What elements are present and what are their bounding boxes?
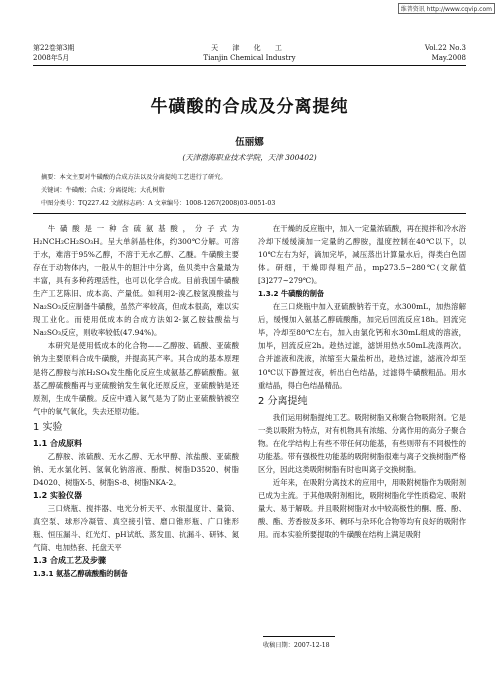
taurine-preparation-paragraph: 在三口烧瓶中加入亚硫酸钠若干克，水300mL，加热溶解后，缓慢加入氨基乙醇硫酸酯，加完后回流反应18h。回流完毕，冷却至80℃左右，加入由氯化钙和水30mL组成的溶液，加毕，回流反应2h。趁热过滤，滤饼用热水50mL洗涤两次。合并滤液和洗液，浓缩至大量盐析出，趁热过滤，滤液冷却至10℃以下静置过夜，析出白色结晶，过滤得牛磺酸粗品。用水重结晶，得白色结晶精品。 — [258, 302, 466, 390]
keywords: 关键词：牛磺酸；合成；分离提纯；大孔树脂 — [41, 187, 165, 194]
publication-date: 2008年5月 — [33, 54, 70, 62]
subsubsection-heading-ester: 1.3.1 氨基乙醇硫酸酯的制备 — [33, 569, 128, 579]
subsection-heading-instruments: 1.2 实验仪器 — [33, 490, 82, 500]
author-name: 伍丽娜 — [235, 137, 264, 148]
volume-issue: 第22卷第3期 — [33, 44, 75, 52]
journal-name-cn: 天 津 化 工 — [211, 44, 288, 52]
author-affiliation: (天津渤海职业技术学院，天津 300402) — [182, 153, 317, 162]
right-column — [258, 222, 466, 541]
left-column — [33, 222, 239, 580]
volume-issue-en: Vol.22 No.3 — [424, 44, 466, 52]
subsubsection-heading-taurine: 1.3.2 牛磺酸的制备 — [258, 289, 325, 299]
ester-preparation-paragraph: 在干燥的反应瓶中，加入一定量浓硫酸，再在搅拌和冷水浴冷却下缓缓滴加一定量的乙醇胺，温度控制在40℃以下，以10℃左右为好，滴加完毕，减压蒸出计算量水后，得类白色固体。研细，干燥即得粗产品，mp273.5~280℃(文献值[3]277~279℃)。 — [258, 224, 466, 286]
section-heading-purification: 2 分离提纯 — [258, 395, 308, 407]
abstract: 摘要：本文主要对牛磺酸的合成方法以及分离提纯工艺进行了研究。 — [41, 174, 227, 181]
watermark: 维普资讯 http://www.cqvip.com — [398, 3, 495, 14]
received-date-footnote: 收稿日期：2007-12-18 — [263, 642, 330, 649]
classification-numbers: 中图分类号：TQ227.42 文献标志码：A 文章编号：1008-1267(2008)03-0051-03 — [41, 200, 276, 207]
paper-title: 牛磺酸的合成及分离提纯 — [150, 97, 349, 117]
header-rule — [33, 65, 466, 66]
instruments-paragraph: 三口烧瓶、搅拌器、电光分析天平、水银温度计、量筒、真空泵、球形冷凝管、真空接引管、磨口锥形瓶、广口锥形瓶、恒压漏斗、红光灯、pH试纸、蒸发皿、抗漏斗、研钵、氮气筒、电加热套、托盘天平 — [33, 503, 239, 553]
section-heading-experiment: 1 实验 — [33, 421, 63, 433]
intro-paragraph-2: 本研究是使用低成本的化合物——乙醇胺、硫酸、亚硫酸钠为主要原料合成牛磺酸，并提高其产率。其合成的基本原理是将乙醇胺与浓H₂SO₄发生酯化反应生成氨基乙醇硫酸酯。氨基乙醇硫酸酯再与亚硫酸钠发生氧化还原反应，亚硫酸钠是还原剂，生成牛磺酸。反应中通入氮气是为了防止亚硫酸钠被空气中的氧气氧化，失去还原功能。 — [33, 341, 239, 416]
materials-paragraph: 乙醇胺、浓硫酸、无水乙醇、无水甲醇、浓盐酸、亚硫酸钠、无水氯化钙、氢氧化钠溶液、酚酞、树脂D3520、树脂D4020、树脂X-5、树脂S-8、树脂NKA-2。 — [33, 451, 239, 487]
journal-name-en: Tianjin Chemical Industry — [203, 54, 296, 62]
purification-paragraph-2: 近年来，在吸附分离技术的应用中，用吸附树脂作为吸附剂已成为主流。于其他吸附剂相比，吸附树脂化学性质稳定、吸附量大、易于解吸。并且吸附树脂对水中较高极性的酮、醛、酚、酸、酯、芳香胺及多环、稠环与杂环化合物等均有良好的吸附作用。而本实验所要提取的牛磺酸在结构上满足吸附 — [258, 477, 466, 540]
intro-paragraph-1: 牛磺酸是一种含硫氨基酸，分子式为H₂NCH₂CH₂SO₃H。呈大单斜晶柱体，约300℃分解。可溶于水，难溶于95%乙醇，不溶于无水乙醇、乙醚。牛磺酸主要存在于动物体内，一般从牛的胆汁中分离，鱼贝类中含量最为丰富，具有多种药理活性，也可以化学合成。目前我国牛磺酸生产工艺陈旧、成本高、产量低。如利用2-溴乙胺氢溴酸盐与Na₂SO₃反应制备牛磺酸，虽然产率较高，但成本很高，难以实现工业化。而使用低成本的合成方法如2-氯乙胺盐酸盐与Na₂SO₃反应，则收率较低(47.94%)。 — [33, 224, 239, 338]
footnote-rule — [263, 636, 335, 637]
abstract-rule — [33, 213, 466, 214]
subsection-heading-materials: 1.1 合成原料 — [33, 438, 82, 448]
subsection-heading-synthesis: 1.3 合成工艺及步骤 — [33, 556, 106, 566]
purification-paragraph-1: 我们运用树脂提纯工艺。吸附树脂又称聚合物吸附剂。它是一类以吸附为特点，对有机物具有浓缩、分离作用的高分子聚合物。在化学结构上有些不带任何功能基，有些则带有不同极性的功能基。带有强极性功能基的吸附树脂很难与离子交换树脂严格区分，因此这类吸附树脂有时也叫离子交换树脂。 — [258, 412, 466, 474]
publication-date-en: May.2008 — [431, 54, 466, 62]
journal-volume-info-en — [425, 43, 466, 63]
